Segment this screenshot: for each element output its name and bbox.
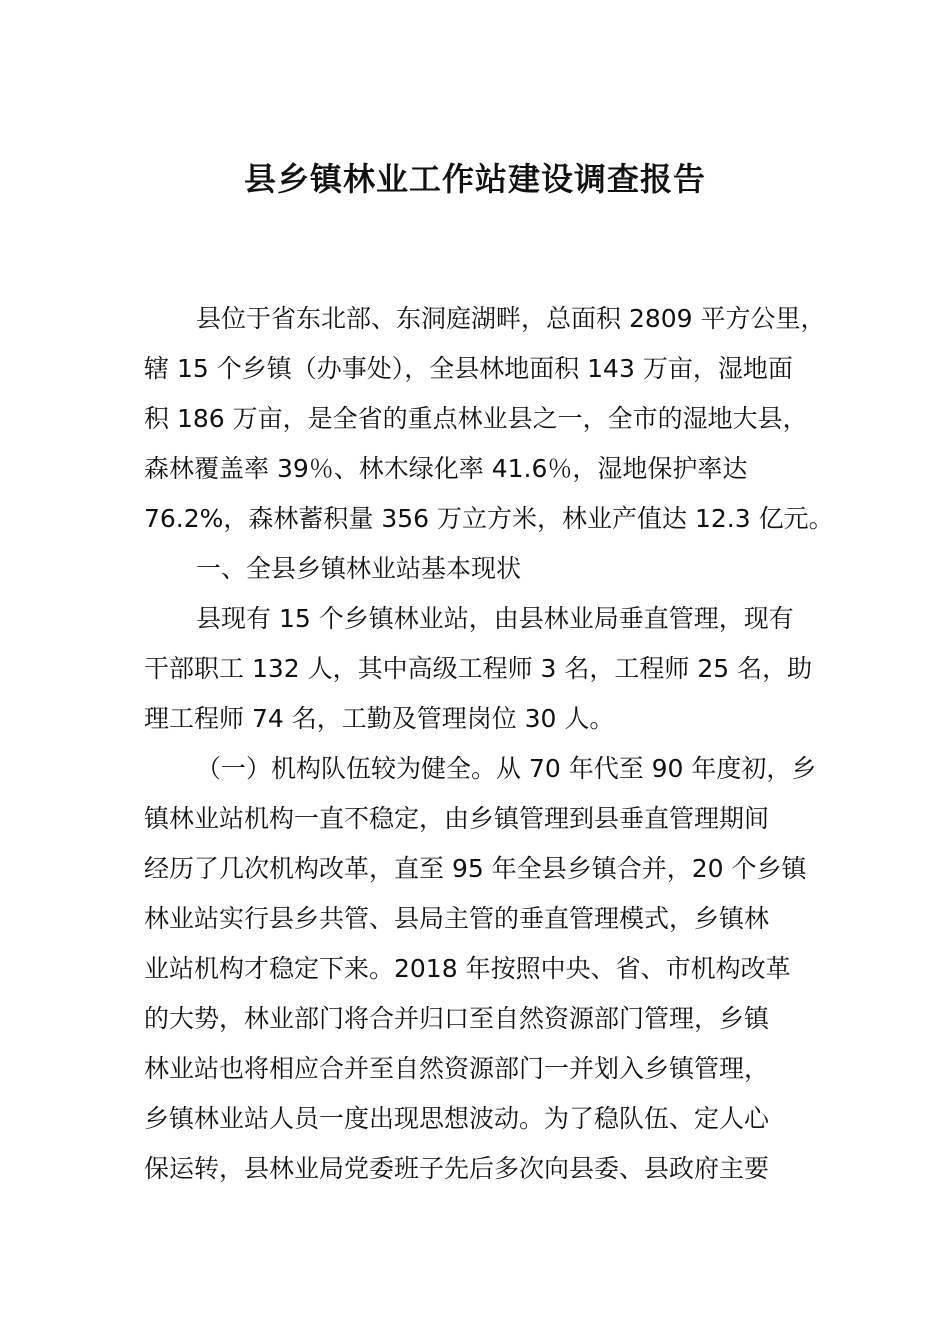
paragraph-line: 业站机构才稳定下来。2018 年按照中央、省、市机构改革 [144, 954, 791, 983]
paragraph-line: 县现有 15 个乡镇林业站，由县林业局垂直管理，现有 [196, 604, 794, 633]
paragraph-line: （一）机构队伍较为健全。从 70 年代至 90 年度初，乡 [196, 754, 817, 783]
paragraph-line: 的大势，林业部门将合并归口至自然资源部门管理，乡镇 [144, 1004, 770, 1033]
paragraph-line: 干部职工 132 人，其中高级工程师 3 名，工程师 25 名，助 [144, 654, 813, 683]
paragraph-line: 林业站也将相应合并至自然资源部门一并划入乡镇管理， [144, 1054, 770, 1083]
document-title: 县乡镇林业工作站建设调查报告 [243, 160, 706, 198]
paragraph-line: 辖 15 个乡镇（办事处），全县林地面积 143 万亩，湿地面 [144, 354, 793, 383]
paragraph-line: 积 186 万亩，是全省的重点林业县之一，全市的湿地大县， [144, 404, 808, 433]
paragraph-line: 县位于省东北部、东洞庭湖畔，总面积 2809 平方公里， [196, 304, 826, 333]
paragraph-line: 林业站实行县乡共管、县局主管的垂直管理模式，乡镇林 [144, 904, 770, 933]
document-body [144, 294, 834, 1194]
paragraph-line: 森林覆盖率 39％、林木绿化率 41.6％，湿地保护率达 [144, 454, 748, 483]
section-heading: 一、全县乡镇林业站基本现状 [196, 554, 522, 583]
paragraph-line: 经历了几次机构改革，直至 95 年全县乡镇合并，20 个乡镇 [144, 854, 807, 883]
paragraph-line: 保运转，县林业局党委班子先后多次向县委、县政府主要 [144, 1154, 770, 1183]
paragraph-line: 镇林业站机构一直不稳定，由乡镇管理到县垂直管理期间 [144, 804, 770, 833]
paragraph-line: 乡镇林业站人员一度出现思想波动。为了稳队伍、定人心 [144, 1104, 770, 1133]
paragraph-line: 理工程师 74 名，工勤及管理岗位 30 人。 [144, 704, 615, 733]
paragraph-line: 76.2%，森林蓄积量 356 万立方米，林业产值达 12.3 亿元。 [144, 504, 834, 533]
